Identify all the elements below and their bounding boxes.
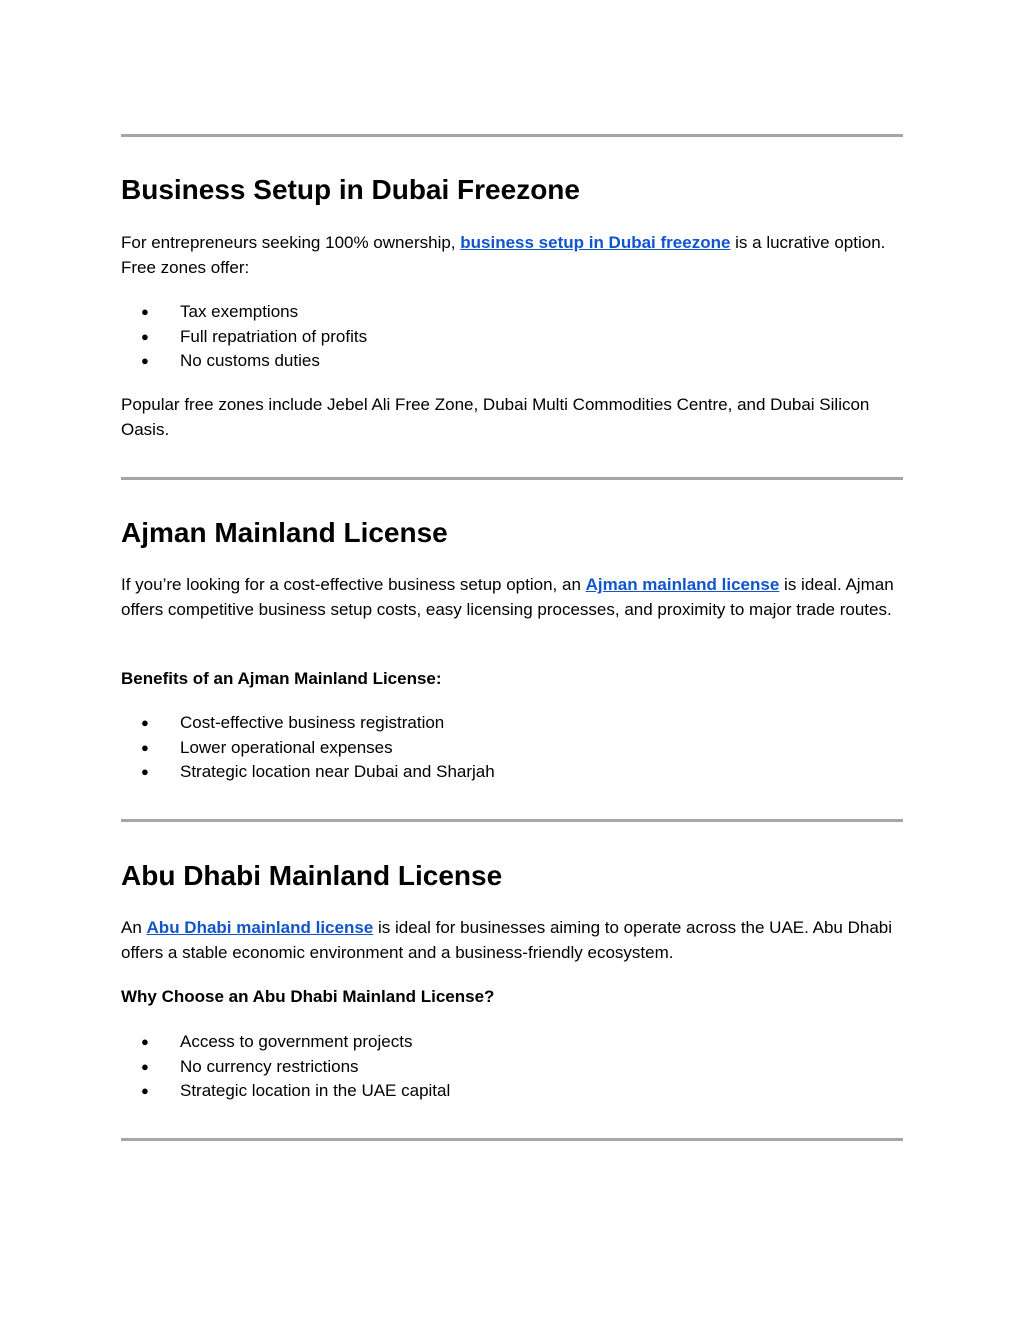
horizontal-divider	[121, 1138, 903, 1141]
bullet-icon: ●	[141, 715, 149, 730]
intro-text-before: For entrepreneurs seeking 100% ownership,	[121, 233, 461, 252]
section-subheading: Why Choose an Abu Dhabi Mainland License?	[121, 987, 495, 1006]
intro-text-after: is ideal. Ajman offers competitive business setup costs, easy licensing processes, and proximity to major trade routes.	[121, 575, 894, 619]
bullet-icon: ●	[141, 739, 149, 755]
intro-text-after: is ideal for businesses aiming to operate across the UAE. Abu Dhabi offers a stable economic environment and a business-friendly ecosystem.	[121, 918, 893, 962]
bullet-icon: ●	[141, 353, 149, 368]
bullet-icon: ●	[141, 304, 149, 319]
intro-text-before: An	[121, 918, 147, 937]
section-intro-paragraph	[121, 573, 911, 622]
list-item-text: Strategic location near Dubai and Sharjah	[180, 762, 495, 781]
bullet-icon: ●	[141, 764, 149, 779]
list-item-text: Access to government projects	[180, 1032, 413, 1051]
section-heading-ajman-mainland: Ajman Mainland License	[121, 517, 448, 548]
list-item-text: Tax exemptions	[180, 302, 299, 321]
bullet-icon: ●	[141, 1058, 149, 1074]
list-item-text: No customs duties	[180, 351, 320, 370]
section-heading-abu-dhabi-mainland: Abu Dhabi Mainland License	[121, 860, 503, 891]
bullet-icon: ●	[141, 328, 149, 344]
list-item-text: Lower operational expenses	[180, 737, 393, 757]
section-outro-paragraph: Popular free zones include Jebel Ali Free Zone, Dubai Multi Commodities Centre, and Dubai Silicon Oasis.	[121, 395, 870, 439]
list-item-text: No currency restrictions	[180, 1056, 359, 1076]
link-business-setup-dubai-freezone[interactable]: business setup in Dubai freezone	[460, 233, 731, 252]
intro-text-after: is a lucrative option. Free zones offer:	[121, 233, 886, 277]
intro-text-before: If you’re looking for a cost-effective business setup option, an	[121, 575, 586, 594]
horizontal-divider	[121, 477, 903, 480]
section-subheading: Benefits of an Ajman Mainland License:	[121, 669, 442, 688]
horizontal-divider	[121, 134, 903, 137]
bullet-icon: ●	[141, 1034, 149, 1049]
list-item-text: Strategic location in the UAE capital	[180, 1081, 451, 1100]
section-intro-paragraph	[121, 916, 911, 965]
link-ajman-mainland-license[interactable]: Ajman mainland license	[585, 575, 780, 594]
list-item-text: Full repatriation of profits	[180, 326, 368, 346]
link-abu-dhabi-mainland-license[interactable]: Abu Dhabi mainland license	[146, 918, 374, 937]
bullet-icon: ●	[141, 1083, 149, 1098]
horizontal-divider	[121, 819, 903, 822]
section-intro-paragraph	[121, 231, 911, 280]
list-item-text: Cost-effective business registration	[180, 713, 445, 732]
section-heading-dubai-freezone: Business Setup in Dubai Freezone	[121, 174, 580, 205]
